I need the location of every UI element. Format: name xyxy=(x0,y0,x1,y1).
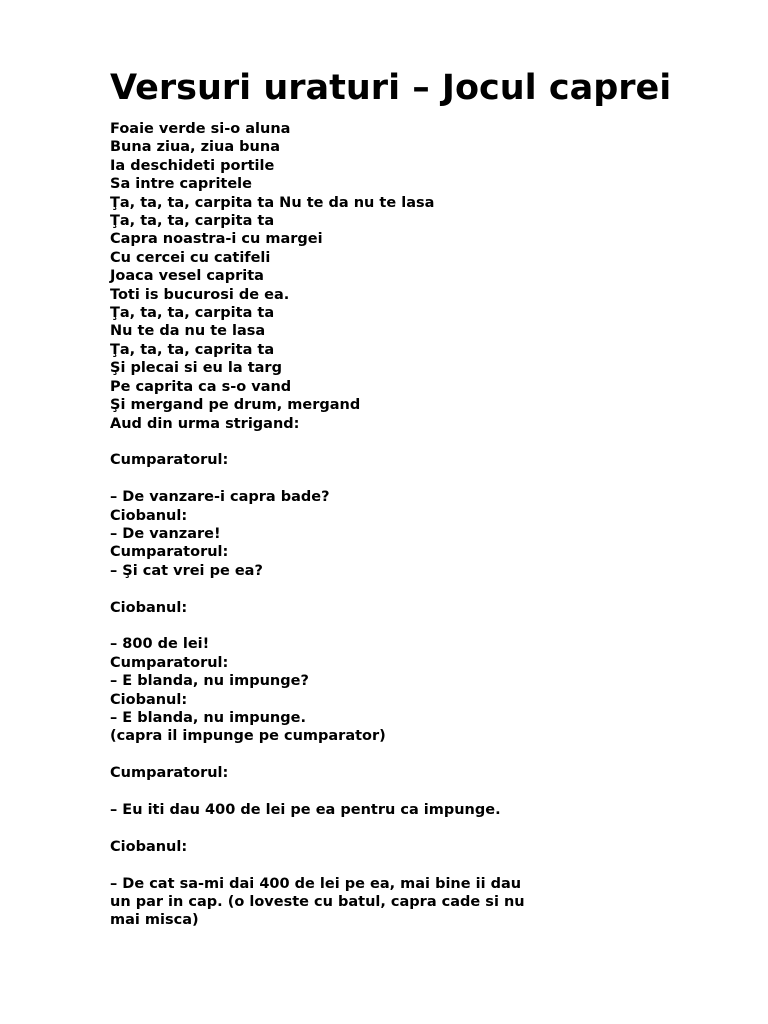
text-line: Cumparatorul: xyxy=(110,765,229,782)
text-line: Ia deschideti portile xyxy=(110,157,275,174)
blank-line xyxy=(110,580,730,598)
text-line: Ţa, ta, ta, carpita ta Nu te da nu te lasa xyxy=(110,194,435,211)
text-line: – Eu iti dau 400 de lei pe ea pentru ca impunge. xyxy=(110,801,501,818)
text-line: Buna ziua, ziua buna xyxy=(110,139,280,156)
document-title: Versuri uraturi – Jocul caprei xyxy=(110,68,672,108)
text-line: Sa intre capritele xyxy=(110,176,252,193)
text-line: Pe caprita ca s-o vand xyxy=(110,378,292,395)
text-line: Nu te da nu te lasa xyxy=(110,323,266,340)
text-line: – De cat sa-mi dai 400 de lei pe ea, mai bine ii dau xyxy=(110,875,522,892)
text-line: un par in cap. (o loveste cu batul, capra cade si nu xyxy=(110,893,525,910)
text-line: Ciobanul: xyxy=(110,599,188,616)
text-line: Ţa, ta, ta, carpita ta xyxy=(110,213,275,230)
document-body xyxy=(110,120,730,930)
blank-line xyxy=(110,856,730,874)
text-line: Cumparatorul: xyxy=(110,544,229,561)
blank-line xyxy=(110,783,730,801)
text-line: (capra il impunge pe cumparator) xyxy=(110,728,386,745)
text-line: Foaie verde si-o aluna xyxy=(110,121,291,137)
text-line: Şi plecai si eu la targ xyxy=(110,360,282,377)
blank-line xyxy=(110,819,730,837)
blank-line xyxy=(110,433,730,451)
text-line: – E blanda, nu impunge. xyxy=(110,709,306,726)
text-line: – De vanzare-i capra bade? xyxy=(110,489,330,506)
text-line: Ciobanul: xyxy=(110,507,188,524)
text-line: Joaca vesel caprita xyxy=(110,268,264,285)
document-page xyxy=(110,62,730,930)
text-line: – De vanzare! xyxy=(110,525,221,542)
text-line: Ţa, ta, ta, carpita ta xyxy=(110,305,275,322)
text-line: – 800 de lei! xyxy=(110,636,210,653)
blank-line xyxy=(110,470,730,488)
text-line: Toti is bucurosi de ea. xyxy=(110,286,290,303)
text-line: Ţa, ta, ta, caprita ta xyxy=(110,341,275,358)
text-line: Şi mergand pe drum, mergand xyxy=(110,397,361,414)
blank-line xyxy=(110,617,730,635)
text-line: – E blanda, nu impunge? xyxy=(110,673,309,690)
text-line: Ciobanul: xyxy=(110,838,188,855)
text-line: Cu cercei cu catifeli xyxy=(110,249,271,266)
text-line: Cumparatorul: xyxy=(110,654,229,671)
blank-line xyxy=(110,746,730,764)
text-line: Cumparatorul: xyxy=(110,452,229,469)
text-line: Capra noastra-i cu margei xyxy=(110,231,323,248)
text-line: Ciobanul: xyxy=(110,691,188,708)
text-line: Aud din urma strigand: xyxy=(110,415,300,432)
text-line: – Şi cat vrei pe ea? xyxy=(110,562,263,579)
text-line: mai misca) xyxy=(110,912,199,929)
